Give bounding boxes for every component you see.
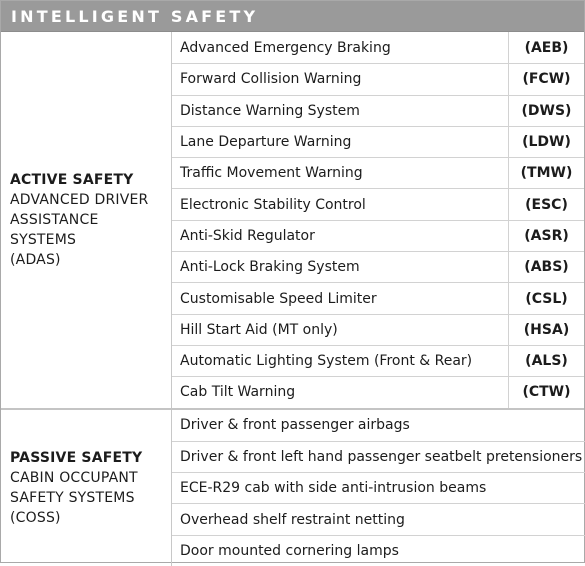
feature-abbreviation: (LDW) — [508, 127, 584, 157]
feature-name: Traffic Movement Warning — [180, 165, 363, 182]
table-row — [172, 441, 585, 472]
feature-name: Lane Departure Warning — [180, 134, 352, 151]
passive-safety-section — [1, 408, 584, 566]
table-row — [172, 63, 584, 94]
feature-abbreviation: (DWS) — [508, 96, 584, 126]
feature-abbreviation: (CTW) — [508, 377, 584, 407]
active-safety-subtitle: ADVANCED DRIVER ASSISTANCE SYSTEMS (ADAS) — [10, 191, 149, 268]
passive-safety-label — [1, 410, 172, 566]
feature-name: ECE-R29 cab with side anti-intrusion beams — [180, 480, 487, 497]
table-row — [172, 282, 584, 313]
feature-abbreviation: (ASR) — [508, 221, 584, 251]
feature-name: Anti-Skid Regulator — [180, 227, 315, 244]
passive-safety-subtitle: CABIN OCCUPANT SAFETY SYSTEMS (COSS) — [10, 469, 138, 526]
table-row — [172, 376, 584, 407]
feature-abbreviation: (ESC) — [508, 189, 584, 219]
feature-abbreviation: (CSL) — [508, 283, 584, 313]
feature-abbreviation: (HSA) — [508, 315, 584, 345]
feature-name: Forward Collision Warning — [180, 71, 362, 88]
feature-name: Customisable Speed Limiter — [180, 290, 377, 307]
table-row — [172, 251, 584, 282]
table-row — [172, 535, 585, 566]
table-row — [172, 503, 585, 534]
table-row — [172, 345, 584, 376]
active-safety-section — [1, 32, 584, 408]
feature-name: Advanced Emergency Braking — [180, 39, 391, 56]
feature-name: Anti-Lock Braking System — [180, 259, 360, 276]
table-row — [172, 188, 584, 219]
feature-name: Door mounted cornering lamps — [180, 542, 399, 559]
passive-safety-rows — [172, 410, 585, 566]
active-safety-rows — [172, 32, 584, 408]
table-row — [172, 157, 584, 188]
active-safety-label — [1, 32, 172, 408]
feature-abbreviation: (TMW) — [508, 158, 584, 188]
feature-abbreviation: (ABS) — [508, 252, 584, 282]
feature-name: Distance Warning System — [180, 102, 360, 119]
feature-name: Cab Tilt Warning — [180, 384, 296, 401]
feature-name: Automatic Lighting System (Front & Rear) — [180, 353, 473, 370]
table-row — [172, 32, 584, 63]
table-row — [172, 472, 585, 503]
feature-name: Driver & front passenger airbags — [180, 417, 410, 434]
table-row — [172, 410, 585, 441]
table-row — [172, 95, 584, 126]
feature-name: Driver & front left hand passenger seatbelt pretensioners — [180, 449, 583, 465]
feature-name: Electronic Stability Control — [180, 196, 366, 213]
table-row — [172, 126, 584, 157]
feature-name: Hill Start Aid (MT only) — [180, 321, 338, 338]
feature-abbreviation: (FCW) — [508, 64, 584, 94]
active-safety-title: ACTIVE SAFETY — [10, 171, 134, 188]
feature-name: Overhead shelf restraint netting — [180, 511, 405, 528]
feature-abbreviation: (ALS) — [508, 346, 584, 376]
table-header: INTELLIGENT SAFETY — [1, 1, 584, 32]
passive-safety-title: PASSIVE SAFETY — [10, 449, 143, 466]
table-row — [172, 220, 584, 251]
feature-abbreviation: (AEB) — [508, 32, 584, 63]
table-row — [172, 314, 584, 345]
